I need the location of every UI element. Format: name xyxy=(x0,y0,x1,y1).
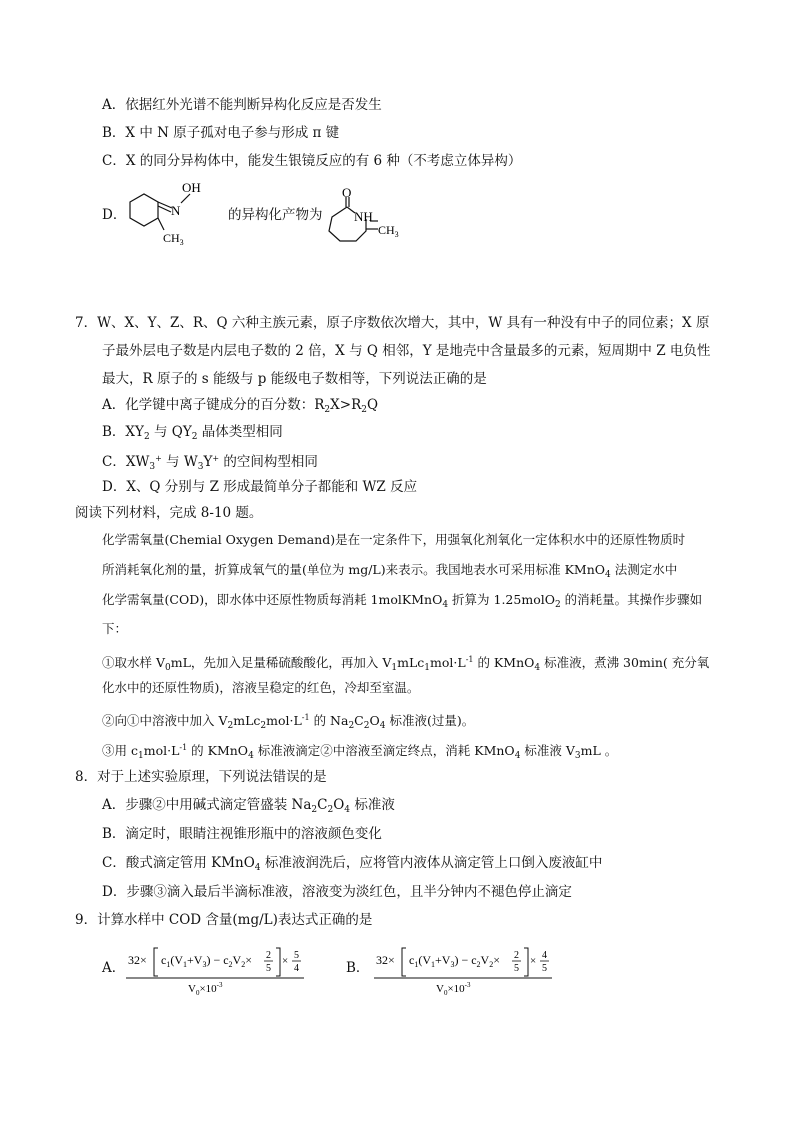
material-para-line-1: 化学需氧量(Chemial Oxygen Demand)是在一定条件下，用强氧化剂氧化一定体积水中的还原性物质时 xyxy=(102,532,686,547)
q8-option-d: D．步骤③滴入最后半滴标准液，溶液变为淡红色，且半分钟内不褪色停止滴定 xyxy=(102,884,572,900)
svg-text:V0×10-3: $V_0\times 10^{-3}$ xyxy=(188,981,223,996)
q6-option-c: C．X 的同分异构体中，能发生银镜反应的有 6 种（不考虑立体异构） xyxy=(102,153,522,169)
q7-stem-line-1: 7．W、X、Y、Z、R、Q 六种主族元素，原子序数依次增大，其中，W 具有一种没有中子的同位素；X 原 xyxy=(75,315,710,331)
q6-option-a: A．依据红外光谱不能判断异构化反应是否发生 xyxy=(102,97,382,113)
reading-intro: 阅读下列材料，完成 8-10 题。 xyxy=(75,505,263,521)
q7-option-c: C．$XW_3^+$ 与 $W_3Y^+$ 的空间构型相同 xyxy=(102,454,318,472)
svg-text:5: 5 xyxy=(294,950,299,961)
material-step-1-line-2: 化水中的还原性物质)，溶液呈稳定的红色，冷却至室温。 xyxy=(102,680,420,695)
q8-stem: 8．对于上述实验原理，下列说法错误的是 xyxy=(75,769,327,785)
q6-option-b: B．X 中 N 原子孤对电子参与形成 π 键 xyxy=(102,125,340,141)
q7-option-d: D．X、Q 分别与 Z 形成最简单分子都能和 WZ 反应 xyxy=(102,479,418,495)
material-step-1-line-1: ①取水样 $V_0mL$，先加入足量稀硫酸酸化，再加入 $V_1mLc_1mol\cdot L^{-1}$ 的 KMnO$_4$ 标准液，煮沸 30min( 充分氧 xyxy=(102,655,710,673)
lactam-structure xyxy=(322,185,412,247)
q9-option-b-label: B． xyxy=(346,960,370,976)
q9-option-a-formula xyxy=(124,936,309,996)
oxime-structure xyxy=(122,180,202,250)
q9-option-b-formula xyxy=(372,936,557,996)
oxime-oh-label: OH xyxy=(182,180,201,195)
lactam-ch3-sub: 3 xyxy=(394,230,399,239)
material-para-line-4: 下： xyxy=(102,621,128,636)
svg-text:×: × xyxy=(282,955,289,967)
svg-text:5: 5 xyxy=(514,963,519,974)
oxime-ch3-sub: 3 xyxy=(179,238,184,247)
material-step-2: ②向①中溶液中加入 $V_2mLc_2mol\cdot L^{-1}$ 的 $Na_2C_2O_4$ 标准液(过量)。 xyxy=(102,713,475,731)
q8-option-c: C．酸式滴定管用 KMnO$_4$ 标准液润洗后，应将管内液体从滴定管上口倒入废液缸中 xyxy=(102,855,603,873)
svg-text:5: 5 xyxy=(266,963,271,974)
oxime-n-label: N xyxy=(171,203,181,218)
q8-option-b: B．滴定时，眼睛注视锥形瓶中的溶液颜色变化 xyxy=(102,826,382,842)
svg-text:5: 5 xyxy=(542,963,547,974)
q9-option-a-label: A． xyxy=(102,960,126,976)
svg-text:2: 2 xyxy=(266,950,271,961)
material-para-line-3: 化学需氧量(COD)，即水体中还原性物质每消耗 1molKMnO$_4$ 折算为 1.25molO$_2$ 的消耗量。其操作步骤如 xyxy=(102,592,703,610)
q7-option-b: B．$XY_2$ 与 $QY_2$ 晶体类型相同 xyxy=(102,424,283,442)
svg-text:CH3 xyxy=(163,231,184,247)
svg-text:c1(V1+V3) − c2V2×: $c_1(V_1+V_3) - c_2V_2\times$ xyxy=(409,953,500,969)
q7-option-a: A．化学键中离子键成分的百分数：$R_2X>R_2Q$ xyxy=(102,397,379,415)
material-step-3: ③用 $c_1mol\cdot L^{-1}$ 的 KMnO$_4$ 标准液滴定②中溶液至滴定终点，消耗 KMnO$_4$ 标准液 $V_3mL$ 。 xyxy=(102,743,618,761)
lactam-o-label: O xyxy=(342,185,352,200)
svg-text:×: × xyxy=(530,955,537,967)
svg-text:V0×10-3: $V_0\times 10^{-3}$ xyxy=(436,981,471,996)
svg-text:32×: 32× xyxy=(128,953,147,967)
q7-stem-line-2: 子最外层电子数是内层电子数的 2 倍，X 与 Q 相邻，Y 是地壳中含量最多的元素，短周期中 Z 电负性 xyxy=(102,343,711,359)
svg-text:4: 4 xyxy=(294,963,299,974)
lactam-nh-label: NH xyxy=(354,209,373,224)
svg-text:32×: 32× xyxy=(376,953,395,967)
q8-option-a: A．步骤②中用碱式滴定管盛装 $Na_2C_2O_4$ 标准液 xyxy=(102,797,395,815)
svg-text:c1(V1+V3) − c2V2×: $c_1(V_1+V_3) - c_2V_2\times$ xyxy=(161,953,252,969)
svg-text:2: 2 xyxy=(514,950,519,961)
q7-stem-line-3: 最大，R 原子的 s 能级与 p 能级电子数相等，下列说法正确的是 xyxy=(102,371,487,387)
material-para-line-2: 所消耗氧化剂的量，折算成氧气的量(单位为 mg/L)来表示。我国地表水可采用标准 KMnO$_4$ 法测定水中 xyxy=(102,562,678,580)
q6-option-d-text: 的异构化产物为 xyxy=(228,207,323,223)
svg-text:CH3 xyxy=(378,223,399,239)
q6-option-d-label: D． xyxy=(102,207,127,223)
lactam-ch3-label: CH xyxy=(378,223,395,237)
q9-stem: 9．计算水样中 COD 含量(mg/L)表达式正确的是 xyxy=(75,912,373,928)
oxime-ch3-label: CH xyxy=(163,231,180,245)
svg-text:4: 4 xyxy=(542,950,547,961)
